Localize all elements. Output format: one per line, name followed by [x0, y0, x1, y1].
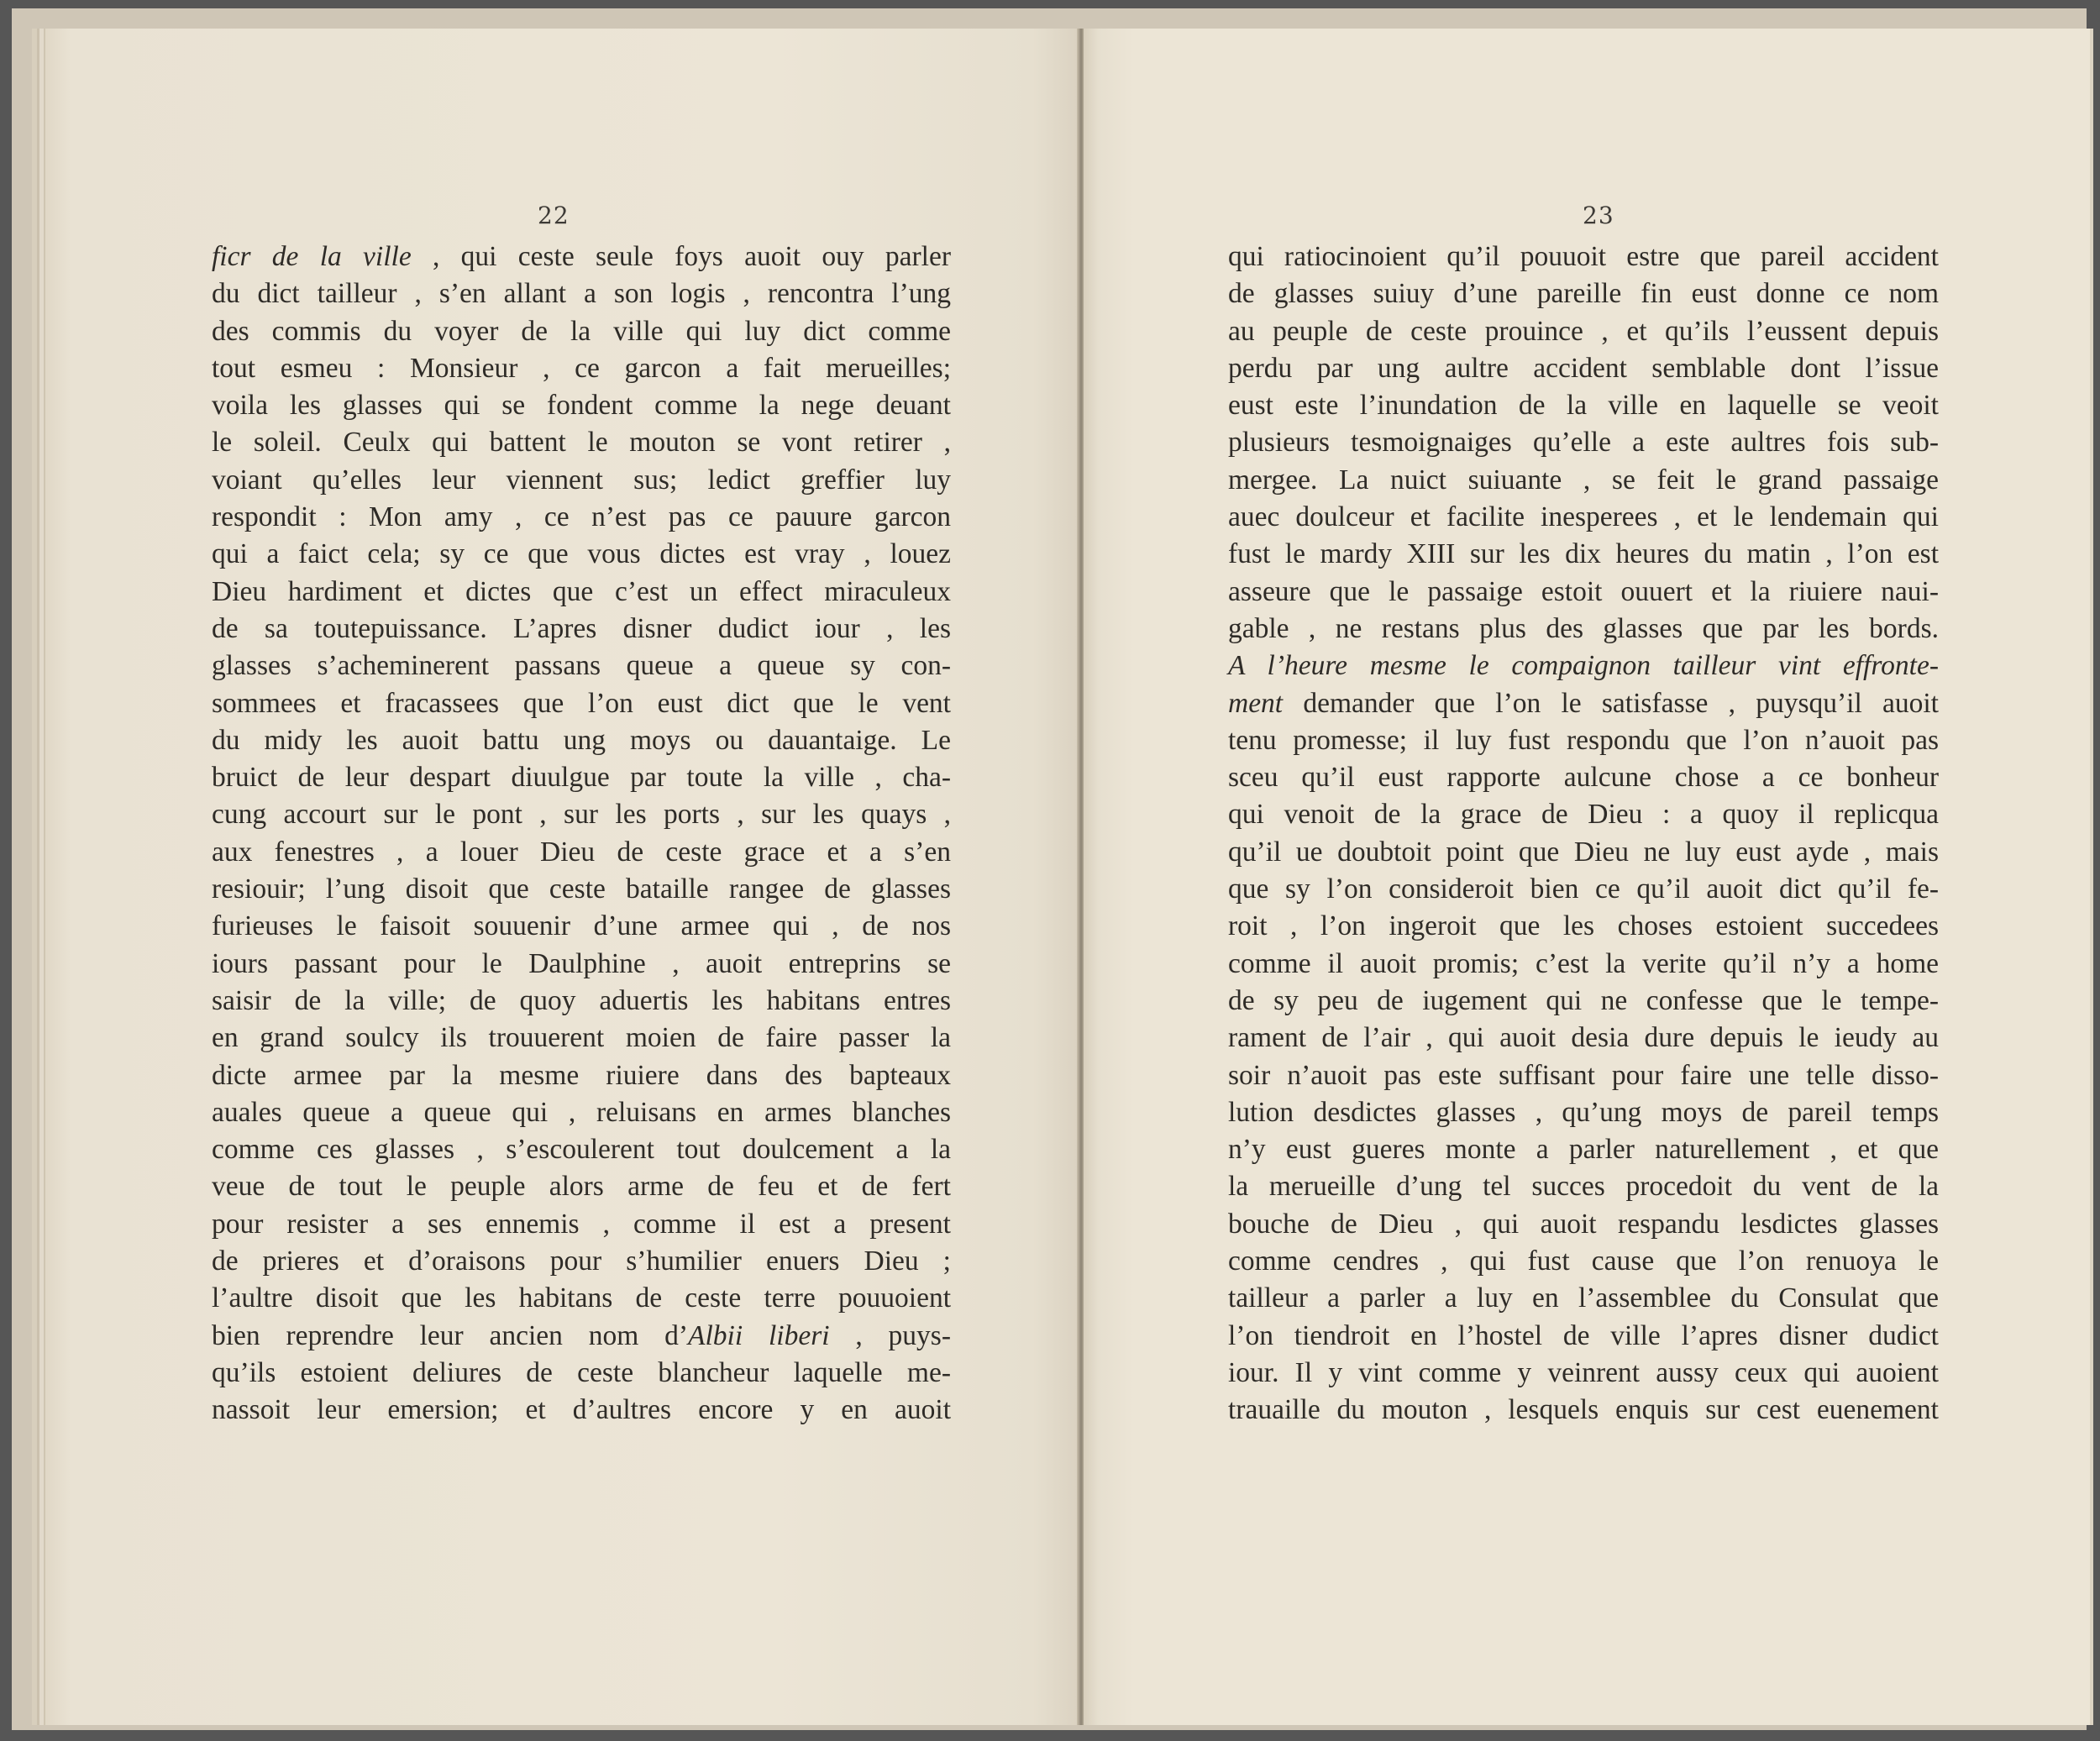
text-run: la merueille d’ung tel succes procedoit du vent de la	[1228, 1171, 1939, 1203]
text-run: voila les glasses qui se fondent comme la nege deuant	[212, 390, 951, 422]
text-run: qui ratiocinoient qu’il pouuoit estre que pareil accident	[1228, 241, 1939, 272]
text-run: tenu promesse; il luy fust respondu que l’on n’auoit pas	[1228, 724, 1939, 756]
text-line	[212, 239, 951, 275]
text-run: qu’il ue doubtoit point que Dieu ne luy eust ayde , mais	[1228, 836, 1939, 868]
text-line	[212, 1094, 951, 1131]
text-line	[212, 1206, 951, 1243]
text-line	[212, 908, 951, 945]
text-run: de prieres et d’oraisons pour s’humilier enuers Dieu ;	[212, 1245, 951, 1277]
text-run: tout esmeu : Monsieur , ce garcon a fait merueilles;	[212, 352, 951, 384]
text-run: de glasses suiuy d’une pareille fin eust donne ce nom	[1228, 278, 1939, 310]
text-line	[1228, 275, 1939, 312]
text-line	[212, 648, 951, 684]
text-line	[1228, 387, 1939, 424]
text-line	[212, 275, 951, 312]
text-line	[212, 350, 951, 387]
text-run: au peuple de ceste prouince , et qu’ils l’eussent depuis	[1228, 315, 1939, 347]
text-line	[1228, 1355, 1939, 1392]
text-run: auec doulceur et facilite inesperees , et le lendemain qui	[1228, 501, 1939, 533]
text-line	[212, 983, 951, 1020]
text-run: resiouir; l’ung disoit que ceste bataille rangee de glasses	[212, 873, 951, 905]
text-run: plusieurs tesmoignaiges qu’elle a este aultres fois sub-	[1228, 427, 1939, 459]
text-line	[1228, 536, 1939, 573]
text-run: sceu qu’il eust rapporte aulcune chose a ce bonheur	[1228, 762, 1939, 794]
text-run: nassoit leur emersion; et d’aultres encore y en auoit	[212, 1394, 951, 1426]
text-line	[1228, 239, 1939, 275]
text-line	[1228, 574, 1939, 611]
text-run: des commis du voyer de la ville qui luy dict comme	[212, 315, 951, 347]
text-run: Dieu hardiment et dictes que c’est un effect miraculeux	[212, 575, 951, 607]
text-run: comme ces glasses , s’escoulerent tout doulcement a la	[212, 1134, 951, 1166]
text-line	[212, 574, 951, 611]
text-run: n’y eust gueres monte a parler naturellement , et que	[1228, 1134, 1939, 1166]
text-line	[1228, 1168, 1939, 1205]
text-run: du midy les auoit battu ung moys ou dauantaige. Le	[212, 724, 951, 756]
text-run: , puys-	[829, 1319, 951, 1351]
text-run: gable , ne restans plus des glasses que par les bords.	[1228, 612, 1939, 644]
text-line	[1228, 722, 1939, 759]
text-line	[1228, 1280, 1939, 1317]
text-line	[1228, 983, 1939, 1020]
text-run: tailleur a parler a luy en l’assemblee du Consulat que	[1228, 1282, 1939, 1314]
text-run: mergee. La nuict suiuante , se feit le grand passaige	[1228, 464, 1939, 496]
text-line	[212, 499, 951, 536]
text-line	[212, 1168, 951, 1205]
text-run: de sa toutepuissance. L’apres disner dudict iour , les	[212, 612, 951, 644]
text-run: , qui ceste seule foys auoit ouy parler	[411, 241, 952, 272]
text-run: soir n’auoit pas este suffisant pour faire une telle disso-	[1228, 1059, 1939, 1091]
text-run: qui a faict cela; sy ce que vous dictes est vray , louez	[212, 538, 951, 570]
text-line	[212, 1131, 951, 1168]
text-run: eust este l’inundation de la ville en laquelle se veoit	[1228, 390, 1939, 422]
text-line	[1228, 611, 1939, 648]
text-line	[1228, 1318, 1939, 1355]
text-run: perdu par ung aultre accident semblable dont l’issue	[1228, 352, 1939, 384]
text-run: comme cendres , qui fust cause que l’on renuoya le	[1228, 1245, 1939, 1277]
text-run: qu’ils estoient deliures de ceste blancheur laquelle me-	[212, 1356, 951, 1388]
text-line	[212, 946, 951, 983]
text-run: asseure que le passaige estoit ouuert et la riuiere naui-	[1228, 575, 1939, 607]
text-run: saisir de la ville; de quoy aduertis les habitans entres	[212, 984, 951, 1016]
text-run: voiant qu’elles leur viennent sus; ledict greffier luy	[212, 464, 951, 496]
text-run: de sy peu de iugement qui ne confesse que le tempe-	[1228, 984, 1939, 1016]
text-line	[1228, 946, 1939, 983]
text-line	[212, 387, 951, 424]
text-line	[212, 424, 951, 461]
text-run: qui venoit de la grace de Dieu : a quoy il replicqua	[1228, 799, 1939, 831]
text-run: du dict tailleur , s’en allant a son logis , rencontra l’ung	[212, 278, 951, 310]
text-line	[212, 1280, 951, 1317]
page-text	[212, 239, 951, 1429]
italic-text: ficr de la ville	[212, 241, 412, 272]
text-line	[1228, 759, 1939, 796]
text-run: bruict de leur despart diuulgue par toute la ville , cha-	[212, 762, 951, 794]
text-run: comme il auoit promis; c’est la verite qu’il n’y a home	[1228, 947, 1939, 979]
text-run: fust le mardy XIII sur les dix heures du matin , l’on est	[1228, 538, 1939, 570]
text-line	[1228, 1094, 1939, 1131]
text-run: pour resister a ses ennemis , comme il est a present	[212, 1208, 951, 1240]
text-line	[1228, 350, 1939, 387]
text-line	[1228, 871, 1939, 908]
text-line	[1228, 1243, 1939, 1280]
text-line	[1228, 796, 1939, 833]
scan-frame	[12, 8, 2087, 1730]
text-line	[212, 1020, 951, 1057]
page-text	[1228, 239, 1939, 1429]
text-line	[1228, 1131, 1939, 1168]
text-run: respondit : Mon amy , ce n’est pas ce pauure garcon	[212, 501, 951, 533]
text-run: que sy l’on consideroit bien ce qu’il auoit dict qu’il fe-	[1228, 873, 1939, 905]
text-run: roit , l’on ingeroit que les choses estoient succedees	[1228, 910, 1939, 942]
text-run: dicte armee par la mesme riuiere dans des bapteaux	[212, 1059, 951, 1091]
right-page	[1084, 29, 2093, 1725]
text-line	[212, 1057, 951, 1094]
text-line	[212, 611, 951, 648]
text-run: le soleil. Ceulx qui battent le mouton se vont retirer ,	[212, 427, 951, 459]
text-run: cung accourt sur le pont , sur les ports , sur les quays ,	[212, 799, 951, 831]
text-line	[212, 1355, 951, 1392]
text-line	[212, 313, 951, 350]
page-number: 22	[538, 202, 570, 229]
text-line	[1228, 648, 1939, 684]
text-line	[1228, 462, 1939, 499]
text-line	[212, 834, 951, 871]
text-line	[1228, 1392, 1939, 1429]
text-line	[212, 1243, 951, 1280]
text-line	[1228, 424, 1939, 461]
text-line	[1228, 834, 1939, 871]
italic-text: ment	[1228, 687, 1284, 719]
text-line	[212, 759, 951, 796]
text-run: furieuses le faisoit souuenir d’une armee qui , de nos	[212, 910, 951, 942]
text-line	[212, 722, 951, 759]
text-run: trauaille du mouton , lesquels enquis sur cest euenement	[1228, 1394, 1939, 1426]
text-run: iours passant pour le Daulphine , auoit entreprins se	[212, 947, 951, 979]
text-line	[212, 796, 951, 833]
text-line	[212, 462, 951, 499]
page-number: 23	[1583, 202, 1614, 229]
text-line	[1228, 313, 1939, 350]
text-line	[1228, 1057, 1939, 1094]
text-line	[1228, 1020, 1939, 1057]
text-run: aux fenestres , a louer Dieu de ceste grace et a s’en	[212, 836, 951, 868]
text-line	[212, 871, 951, 908]
text-run: sommees et fracassees que l’on eust dict que le vent	[212, 687, 951, 719]
text-run: lution desdictes glasses , qu’ung moys de pareil temps	[1228, 1096, 1939, 1128]
left-page	[32, 29, 1085, 1725]
italic-text: A l’heure mesme le compaignon tailleur vint effronte-	[1228, 650, 1939, 682]
text-line	[1228, 1206, 1939, 1243]
text-line	[1228, 908, 1939, 945]
text-run: glasses s’acheminerent passans queue a queue sy con-	[212, 650, 951, 682]
text-line	[212, 536, 951, 573]
text-run: l’aultre disoit que les habitans de ceste terre pouuoient	[212, 1282, 951, 1314]
text-run: veue de tout le peuple alors arme de feu et de fert	[212, 1171, 951, 1203]
text-line	[212, 1318, 951, 1355]
italic-text: Albii liberi	[688, 1319, 830, 1351]
open-book	[32, 29, 2090, 1725]
text-run: iour. Il y vint comme y veinrent aussy ceux qui auoient	[1228, 1356, 1939, 1388]
text-line	[1228, 499, 1939, 536]
text-run: auales queue a queue qui , reluisans en armes blanches	[212, 1096, 951, 1128]
text-line	[212, 1392, 951, 1429]
text-run: rament de l’air , qui auoit desia dure depuis le ieudy au	[1228, 1022, 1939, 1054]
text-run: l’on tiendroit en l’hostel de ville l’apres disner dudict	[1228, 1319, 1939, 1351]
text-run: demander que l’on le satisfasse , puysqu’il auoit	[1283, 687, 1939, 719]
text-run: bien reprendre leur ancien nom d’	[212, 1319, 689, 1351]
text-run: en grand soulcy ils trouuerent moien de faire passer la	[212, 1022, 951, 1054]
text-line	[212, 685, 951, 722]
text-line	[1228, 685, 1939, 722]
text-run: bouche de Dieu , qui auoit respandu lesdictes glasses	[1228, 1208, 1939, 1240]
